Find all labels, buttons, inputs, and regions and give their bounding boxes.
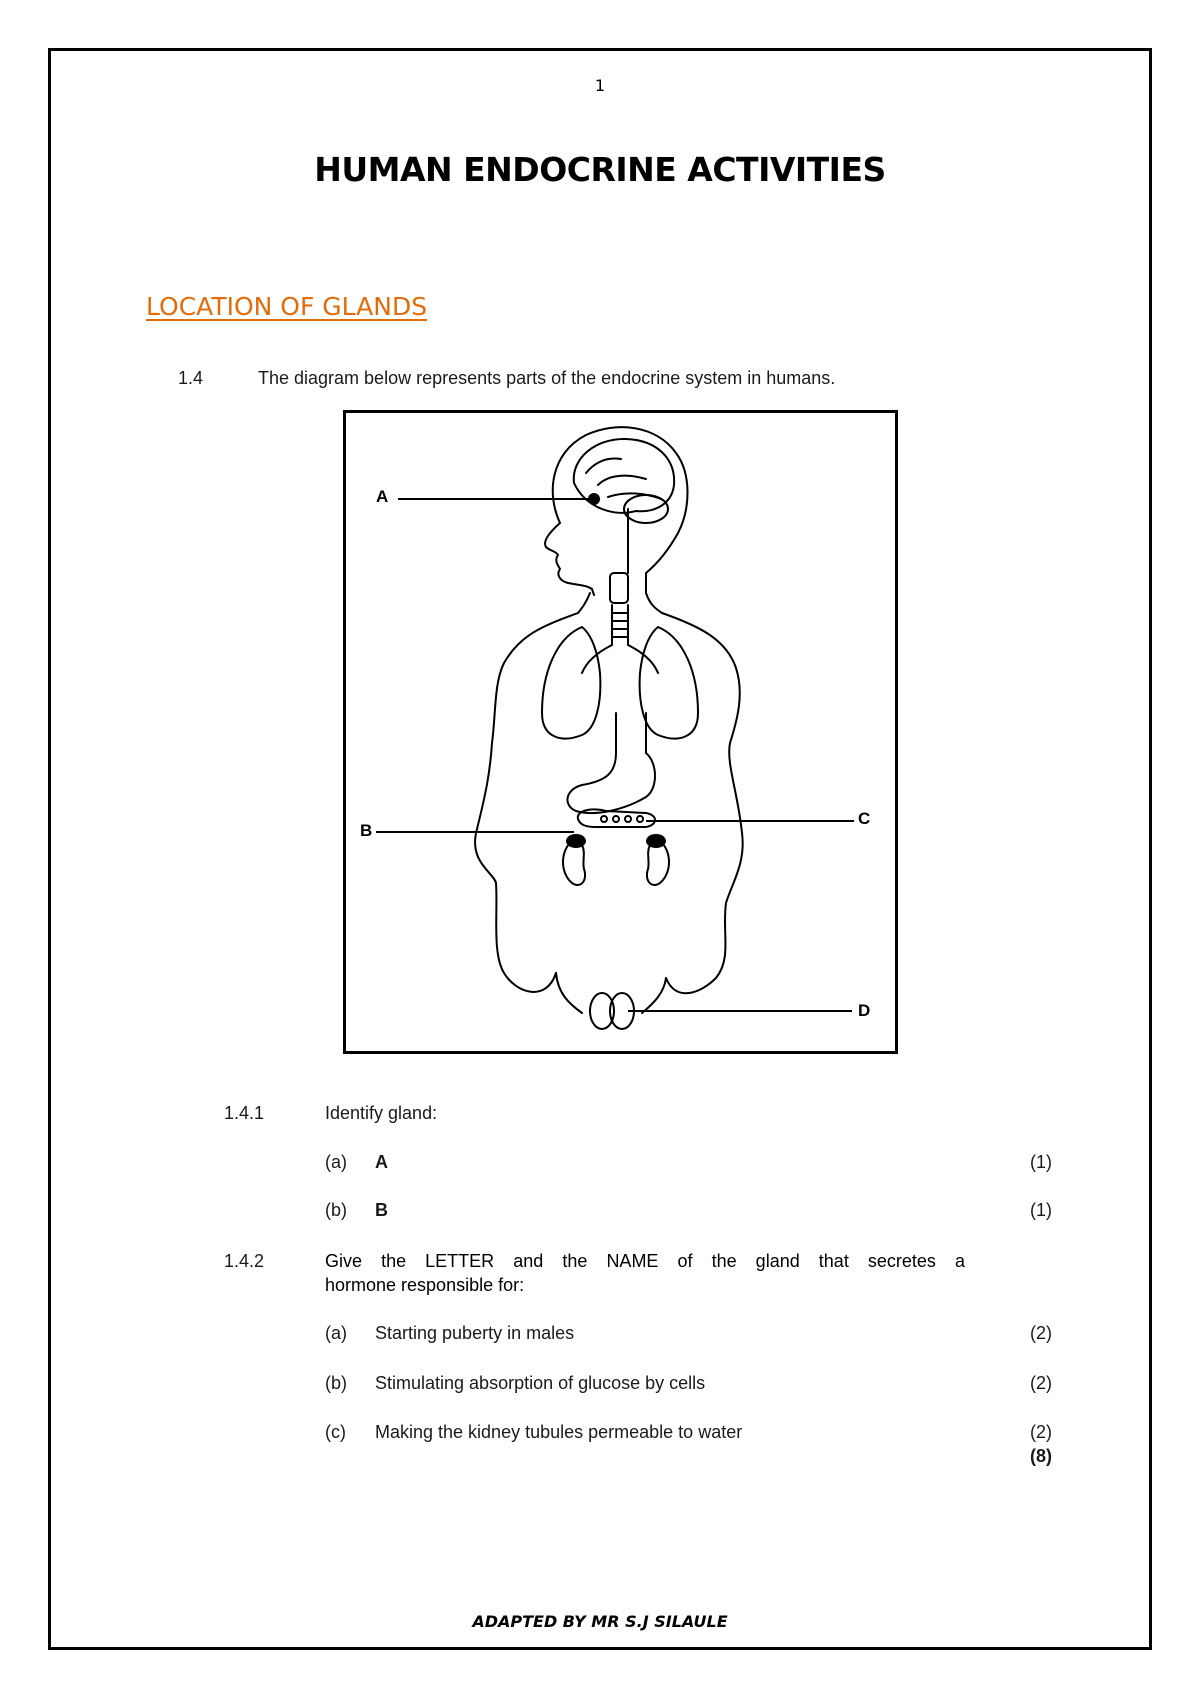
- label-c: C: [858, 809, 871, 828]
- brain-folds: [586, 459, 661, 499]
- sub-question-text: Stimulating absorption of glucose by cells: [375, 1373, 706, 1393]
- section-heading: LOCATION OF GLANDS: [146, 292, 428, 321]
- sub-question-letter: (b): [325, 1200, 347, 1220]
- label-a: A: [376, 487, 389, 506]
- question-number: 1.4.1: [224, 1103, 265, 1123]
- sub-question-text: Making the kidney tubules permeable to water: [375, 1422, 743, 1442]
- left-torso-outline: [475, 593, 590, 992]
- label-d: D: [858, 1001, 871, 1020]
- cerebellum: [624, 495, 668, 523]
- right-lung: [640, 627, 698, 739]
- marks: (1): [1030, 1152, 1052, 1172]
- stomach: [567, 713, 655, 813]
- question-number: 1.4.2: [224, 1251, 265, 1271]
- adrenal-left-marker: [566, 834, 586, 848]
- left-lung: [542, 627, 600, 739]
- marks: (2): [1030, 1373, 1052, 1393]
- question-number: 1.4: [178, 368, 204, 388]
- right-torso-outline: [646, 593, 743, 993]
- bronchi: [582, 645, 658, 673]
- total-marks: (8): [1030, 1446, 1052, 1466]
- sub-question-text: B: [375, 1200, 388, 1220]
- face-profile: [545, 523, 594, 595]
- adrenal-right-marker: [646, 834, 666, 848]
- label-b: B: [360, 821, 373, 840]
- marks: (1): [1030, 1200, 1052, 1220]
- question-text: Identify gland:: [325, 1103, 438, 1123]
- trachea: [612, 605, 628, 645]
- body-outline-figure: [346, 413, 895, 1051]
- sub-question-text: Starting puberty in males: [375, 1323, 575, 1343]
- page-title: HUMAN ENDOCRINE ACTIVITIES: [314, 150, 886, 189]
- endocrine-diagram: [343, 410, 898, 1054]
- sub-question-letter: (a): [325, 1152, 347, 1172]
- sub-question-text: A: [375, 1152, 388, 1172]
- sub-question-letter: (a): [325, 1323, 347, 1343]
- footer-credit: ADAPTED BY MR S.J SILAULE: [472, 1612, 728, 1631]
- marks: (2): [1030, 1422, 1052, 1442]
- page-number: 1: [594, 76, 606, 95]
- question-text-line-2: hormone responsible for:: [325, 1275, 525, 1295]
- marks: (2): [1030, 1323, 1052, 1343]
- question-text: The diagram below represents parts of the endocrine system in humans.: [258, 368, 836, 388]
- sub-question-letter: (b): [325, 1373, 347, 1393]
- sub-question-letter: (c): [325, 1422, 346, 1442]
- question-text-line-1: Give the LETTER and the NAME of the gland that secretes a: [325, 1251, 965, 1271]
- thyroid: [610, 573, 628, 603]
